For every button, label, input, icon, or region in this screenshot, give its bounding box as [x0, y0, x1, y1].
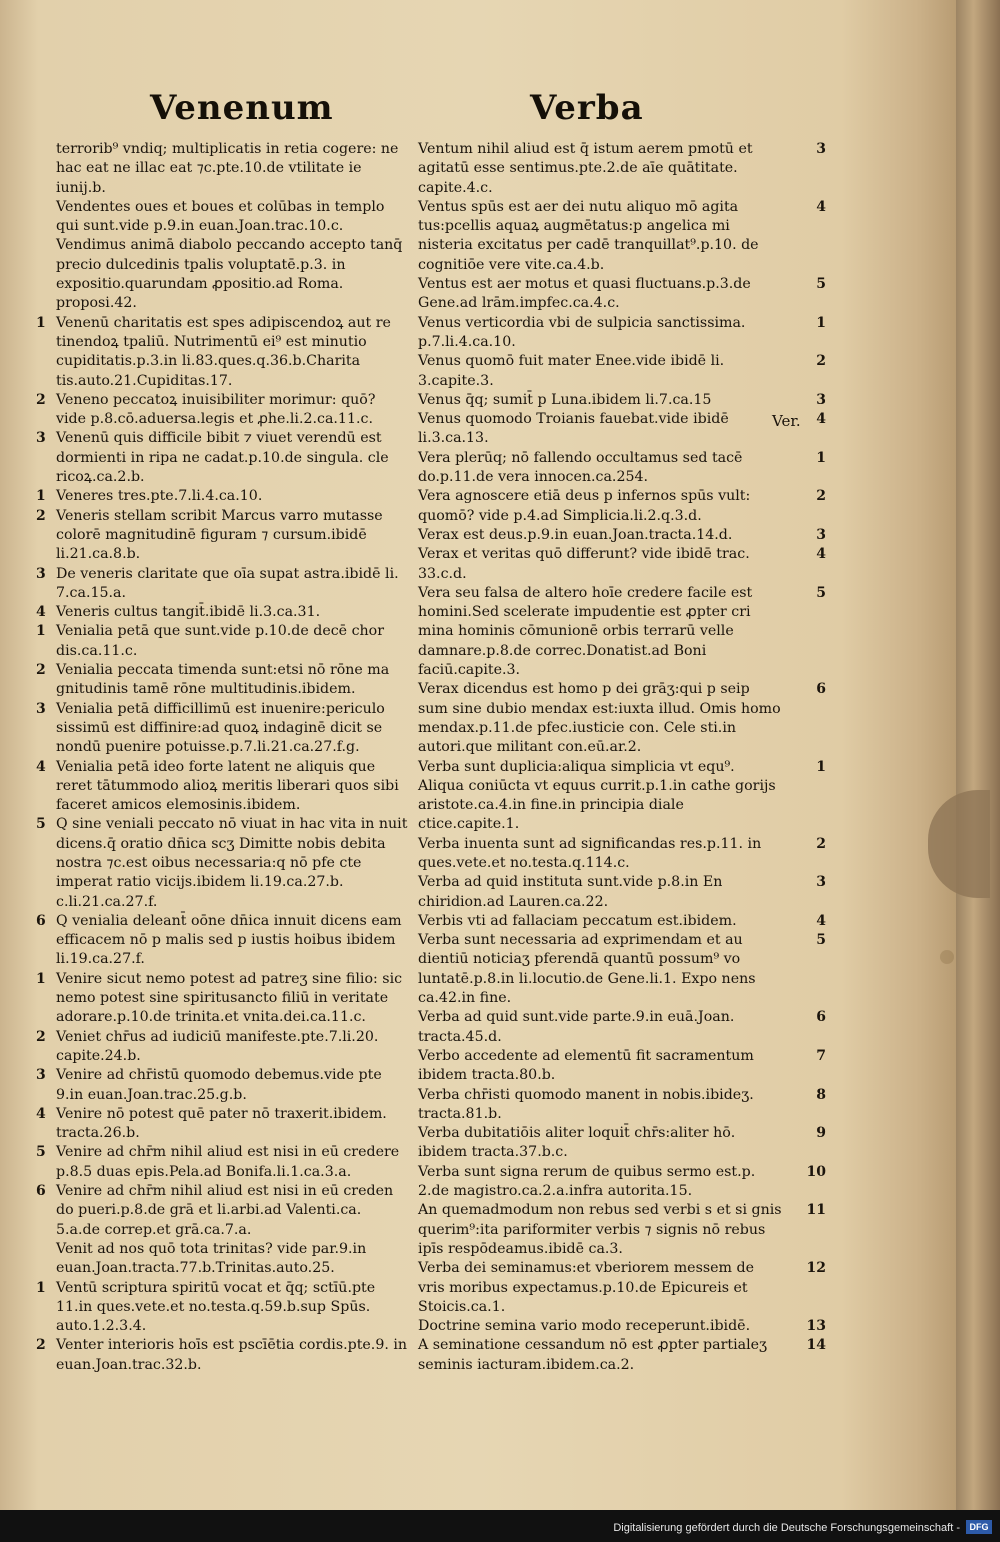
entry-text: Vera agnoscere etiā deus p infernos spūs vult: quomō? vide p.4.ad Simplicia.li.2.q.3.d.	[418, 488, 751, 524]
entry-number: 5	[816, 932, 826, 949]
index-entry	[412, 1047, 826, 1086]
entry-text: Verba sunt signa rerum de quibus sermo est.p. 2.de magistro.ca.2.a.infra autorita.15.	[418, 1163, 756, 1200]
entry-text: Venus q̄q; sumit̄ p Luna.ibidem li.7.ca.15	[418, 391, 712, 408]
entry-text: Veneres tres.pte.7.li.4.ca.10.	[56, 488, 263, 505]
index-entry	[412, 835, 826, 874]
index-entry	[36, 565, 408, 604]
entry-text: Verba sunt necessaria ad exprimendam et au dientiū noticiaʒ pferendā quantū possum⁹ vo luntatē.p.8.in li.locutio.de Gene.li.1. Expo nens ca.42.in fine.	[418, 932, 756, 1007]
left-column	[36, 140, 408, 1375]
index-entry	[412, 1336, 826, 1375]
index-entry	[412, 1008, 826, 1047]
entry-text: Q sine veniali peccato nō viuat in hac vita in nuit dicens.q̄ oratio dn̄ica scʒ Dimitte nobis debita nostra ⁊c.est oibus necessaria:q nō pfe cte imperat ratio vicijs.ibidem li.19.ca.27.b. c.li.21.ca.27.f.	[56, 816, 408, 910]
entry-number: 4	[36, 604, 46, 621]
entry-number: 3	[816, 141, 826, 157]
entry-number: 13	[806, 1318, 826, 1335]
index-entry	[412, 931, 826, 1008]
entry-text: Verax est deus.p.9.in euan.Joan.tracta.14.d.	[418, 526, 733, 543]
entry-number: 6	[36, 1183, 46, 1200]
entry-text: De veneris claritate que oīa supat astra.ibidē li. 7.ca.15.a.	[56, 565, 399, 601]
entry-text: Veneris cultus tangit̄.ibidē li.3.ca.31.	[56, 604, 321, 621]
entry-number: 2	[816, 488, 826, 505]
index-entry	[412, 526, 826, 545]
entry-text: Venire nō potest quē pater nō traxerit.ibidem. tracta.26.b.	[56, 1105, 387, 1142]
entry-text: Venire ad chr̄m nihil aliud est nisi in eū creden do pueri.p.8.de grā et li.arbi.ad Valenti.ca. 5.a.de correp.et grā.ca.7.a.	[56, 1183, 394, 1238]
entry-text: Venire ad chr̄istū quomodo debemus.vide pte 9.in euan.Joan.trac.25.g.b.	[56, 1067, 382, 1103]
running-head-right: Verba	[530, 88, 644, 128]
index-entry	[412, 680, 826, 757]
entry-number: 3	[816, 391, 826, 408]
index-entry	[36, 1028, 408, 1067]
entry-text: Veneno peccatoꝝ inuisibiliter morimur: quō? vide p.8.cō.aduersa.legis et ꝓhe.li.2.ca.11.c.	[56, 391, 376, 428]
paper-stain	[940, 950, 954, 964]
entry-text: Verbis vti ad fallaciam peccatum est.ibidem.	[418, 912, 737, 929]
index-entry	[412, 487, 826, 526]
entry-text: Venialia petā difficillimū est inuenire:periculo sissimū est diffinire:ad quoꝝ indaginē dicit se nondū puenire potuisse.p.7.li.21.ca.27.f.g.	[56, 700, 385, 756]
entry-number: 1	[36, 970, 46, 987]
index-entry	[412, 410, 826, 449]
entry-number: 2	[36, 507, 46, 524]
index-entry	[36, 912, 408, 970]
entry-number: 5	[36, 1144, 46, 1161]
index-entry	[36, 1143, 408, 1182]
entry-number: 4	[36, 758, 46, 775]
index-entry	[36, 140, 408, 198]
index-entry	[36, 1279, 408, 1337]
entry-text: Verba sunt duplicia:aliqua simplicia vt equ⁹. Aliqua coniūcta vt equus currit.p.1.in cathe gorijs aristote.ca.4.in fine.in principia diale ctice.capite.1.	[418, 758, 776, 833]
running-head-left: Venenum	[150, 88, 334, 128]
index-entry	[412, 314, 826, 353]
index-entry	[412, 873, 826, 912]
entry-number: 5	[816, 584, 826, 601]
entry-text: Venenū charitatis est spes adipiscendoꝝ aut re tinendoꝝ tpaliū. Nutrimentū ei⁹ est minutio cupiditatis.p.3.in li.83.ques.q.36.b.Charita tis.auto.21.Cupiditas.17.	[56, 314, 391, 389]
entry-number: 6	[816, 681, 826, 698]
right-column	[412, 140, 826, 1375]
entry-text: An quemadmodum non rebus sed verbi s et si gnis querim⁹:ita pariformiter verbis ⁊ signis nō rebus ipīs respōdeamus.ibidē ca.3.	[418, 1202, 782, 1257]
index-entry	[36, 1105, 408, 1144]
entry-text: Q venialia deleant̄ oōne dn̄ica innuit dicens eam efficacem nō p malis sed p iustis hoibus ibidem li.19.ca.27.f.	[56, 912, 402, 968]
entry-number: 5	[36, 816, 46, 833]
entry-text: Vera seu falsa de altero hoīe credere facile est homini.Sed scelerate impudentie est ꝓpter cri mina hominis cōmunionē orbis terrarū velle damnare.p.8.de correc.Donatist.ad Boni faciū.capite.3.	[418, 584, 753, 679]
entry-text: Verbo accedente ad elementū fit sacramentum ibidem tracta.80.b.	[418, 1047, 754, 1084]
entry-text: Vera plerūq; nō fallendo occultamus sed tacē do.p.11.de vera innocen.ca.254.	[418, 449, 743, 486]
entry-number: 3	[36, 700, 46, 717]
index-entry	[36, 758, 408, 816]
entry-number: 2	[36, 391, 46, 408]
dfg-logo: DFG	[966, 1520, 992, 1534]
entry-text: Verba ad quid sunt.vide parte.9.in euā.Joan. tracta.45.d.	[418, 1009, 735, 1045]
entry-number: 3	[36, 430, 46, 447]
entry-number: 2	[36, 1028, 46, 1045]
index-entry	[36, 198, 408, 237]
entry-number: 1	[816, 314, 826, 331]
footer-strip	[0, 1510, 1000, 1542]
entry-number: 9	[816, 1125, 826, 1142]
index-entry	[412, 198, 826, 275]
entry-text: Ventū scriptura spiritū vocat et q̄q; sctīū.pte 11.in ques.vete.et no.testa.q.59.b.sup Spūs. auto.1.2.3.4.	[56, 1279, 376, 1335]
index-entry	[412, 758, 826, 835]
entry-number: 6	[36, 912, 46, 929]
entry-number: 4	[36, 1105, 46, 1122]
entry-number: 6	[816, 1009, 826, 1026]
page-edge	[956, 0, 1000, 1510]
entry-number: 1	[36, 623, 46, 640]
entry-number: 3	[816, 874, 826, 891]
entry-text: Vendimus animā diabolo peccando accepto tanq̄ precio dulcedinis tpalis voluptatē.p.3. in expositio.quarundam ꝓpositio.ad Roma. proposi.42.	[56, 237, 403, 312]
entry-text: Venire ad chr̄m nihil aliud est nisi in eū credere p.8.5 duas epis.Pela.ad Bonifa.li.1.ca.3.a.	[56, 1144, 400, 1180]
index-entry	[412, 1259, 826, 1317]
entry-number: 3	[36, 1067, 46, 1084]
entry-text: Verba dubitatiōis aliter loquit̄ chr̄s:aliter hō. ibidem tracta.37.b.c.	[418, 1125, 736, 1161]
entry-text: Venire sicut nemo potest ad patreʒ sine filio: sic nemo potest sine spiritusancto filiū in veritate adorare.p.10.de trinita.et vnita.dei.ca.11.c.	[56, 970, 403, 1026]
funding-note: Digitalisierung gefördert durch die Deutsche Forschungsgemeinschaft -	[613, 1522, 960, 1534]
index-entry	[412, 584, 826, 680]
entry-text: terrorib⁹ vndiq; multiplicatis in retia cogere: ne hac eat ne illac eat ⁊c.pte.10.de vtilitate ie iunij.b.	[56, 141, 399, 196]
entry-number: 14	[806, 1337, 826, 1354]
index-entry	[36, 603, 408, 622]
entry-text: Verax dicendus est homo p dei grāʒ:qui p seip sum sine dubio mendax est:iuxta illud. Omis homo mendax.p.11.de pfec.iusticie con. Cele sti.in autori.que militant con.eū.ar.2.	[418, 681, 781, 756]
entry-number: 7	[816, 1047, 826, 1064]
entry-text: Vendentes oues et boues et colūbas in templo qui sunt.vide p.9.in euan.Joan.trac.10.c.	[56, 198, 385, 235]
index-entry	[36, 970, 408, 1028]
entry-text: Venus verticordia vbi de sulpicia sanctissima. p.7.li.4.ca.10.	[418, 314, 746, 350]
entry-text: Veniet chr̄us ad iudiciū manifeste.pte.7.li.20. capite.24.b.	[56, 1028, 379, 1064]
entry-text: Verba ad quid instituta sunt.vide p.8.in En chiridion.ad Lauren.ca.22.	[418, 874, 723, 910]
entry-number: 2	[816, 353, 826, 370]
entry-number: 4	[816, 546, 826, 563]
entry-number: 4	[816, 198, 826, 215]
index-entry	[412, 1086, 826, 1125]
entry-number: 3	[816, 526, 826, 543]
entry-text: Veneris stellam scribit Marcus varro mutasse colorē magnitudinē figuram ⁊ cursum.ibidē li.21.ca.8.b.	[56, 507, 383, 563]
entry-text: Venenū quis difficile bibit ⁊ viuet verendū est dormienti in ripa ne cadat.p.10.de singula. cle ricoꝝ.ca.2.b.	[56, 430, 389, 486]
index-entry	[412, 449, 826, 488]
index-entry	[36, 314, 408, 391]
entry-text: Ventus est aer motus et quasi fluctuans.p.3.de Gene.ad lrām.impfec.ca.4.c.	[418, 276, 751, 312]
entry-text: Doctrine semina vario modo receperunt.ibidē.	[418, 1318, 751, 1335]
index-entry	[36, 1066, 408, 1105]
index-entry	[36, 661, 408, 700]
index-entry	[36, 391, 408, 430]
entry-number: 2	[36, 662, 46, 679]
entry-number: 1	[36, 488, 46, 505]
entry-text: Verba dei seminamus:et vberiorem messem de vris moribus expectamus.p.10.de Epicureis et Stoicis.ca.1.	[418, 1260, 754, 1315]
entry-number: 3	[36, 565, 46, 582]
index-entry	[412, 912, 826, 931]
entry-text: Ventum nihil aliud est q̄ istum aerem pmotū et agitatū esse sentimus.pte.2.de aīe quātitate. capite.4.c.	[418, 141, 753, 196]
entry-text: Venialia peccata timenda sunt:etsi nō rōne ma gnitudinis tamē rōne multitudinis.ibidem.	[56, 662, 390, 698]
entry-text: Venter interioris hoīs est pscīētia cordis.pte.9. in euan.Joan.trac.32.b.	[56, 1337, 408, 1373]
entry-number: 10	[806, 1163, 826, 1180]
index-entry	[412, 1317, 826, 1336]
index-entry	[412, 352, 826, 391]
entry-number: 2	[816, 835, 826, 852]
index-entry	[36, 1336, 408, 1375]
index-entry	[412, 275, 826, 314]
index-entry	[36, 622, 408, 661]
entry-text: Verba chr̄isti quomodo manent in nobis.ibideʒ. tracta.81.b.	[418, 1086, 754, 1122]
entry-text: A seminatione cessandum nō est ꝓpter partialeʒ seminis iacturam.ibidem.ca.2.	[418, 1337, 768, 1373]
entry-text: Ventus spūs est aer dei nutu aliquo mō agita tus:pcellis aquaꝝ augmētatus:p angelica mi nisteria excitatus per cadē tranquillat⁹.p.10. de cognitiōe vere vite.ca.4.b.	[418, 198, 759, 273]
index-entry	[412, 545, 826, 584]
entry-number: 2	[36, 1337, 46, 1354]
index-entry	[412, 140, 826, 198]
index-entry	[412, 1124, 826, 1163]
entry-number: 1	[816, 449, 826, 466]
entry-text: Venus quomodo Troianis fauebat.vide ibidē li.3.ca.13.	[418, 411, 729, 447]
index-entry	[36, 429, 408, 487]
entry-number: 8	[816, 1086, 826, 1103]
entry-text: Verax et veritas quō differunt? vide ibidē trac. 33.c.d.	[418, 546, 750, 582]
entry-number: 12	[806, 1260, 826, 1277]
index-entry	[36, 507, 408, 565]
entry-number: 11	[806, 1202, 826, 1219]
entry-number: 1	[36, 314, 46, 331]
index-entry	[36, 1240, 408, 1279]
entry-text: Venialia petā que sunt.vide p.10.de decē chor dis.ca.11.c.	[56, 623, 384, 659]
entry-number: 1	[36, 1279, 46, 1296]
index-entry	[36, 1182, 408, 1240]
entry-number: 5	[816, 276, 826, 293]
index-entry	[412, 391, 826, 410]
entry-text: Venit ad nos quō tota trinitas? vide par.9.in euan.Joan.tracta.77.b.Trinitas.auto.25.	[56, 1240, 367, 1277]
index-entry	[412, 1201, 826, 1259]
index-entry	[36, 236, 408, 313]
margin-note: Ver.	[772, 412, 801, 430]
index-entry	[36, 487, 408, 506]
entry-text: Venus quomō fuit mater Enee.vide ibidē li. 3.capite.3.	[418, 353, 725, 389]
entry-number: 1	[816, 758, 826, 775]
index-entry	[36, 815, 408, 911]
index-entry	[36, 700, 408, 758]
index-entry	[412, 1163, 826, 1202]
entry-text: Verba inuenta sunt ad significandas res.p.11. in ques.vete.et no.testa.q.114.c.	[418, 835, 762, 871]
entry-number: 4	[816, 411, 826, 428]
entry-number: 4	[816, 912, 826, 929]
entry-text: Venialia petā ideo forte latent ne aliquis que reret tātummodo alioꝝ meritis liberari quos sibi faceret amicos elemosinis.ibidem.	[56, 758, 399, 814]
